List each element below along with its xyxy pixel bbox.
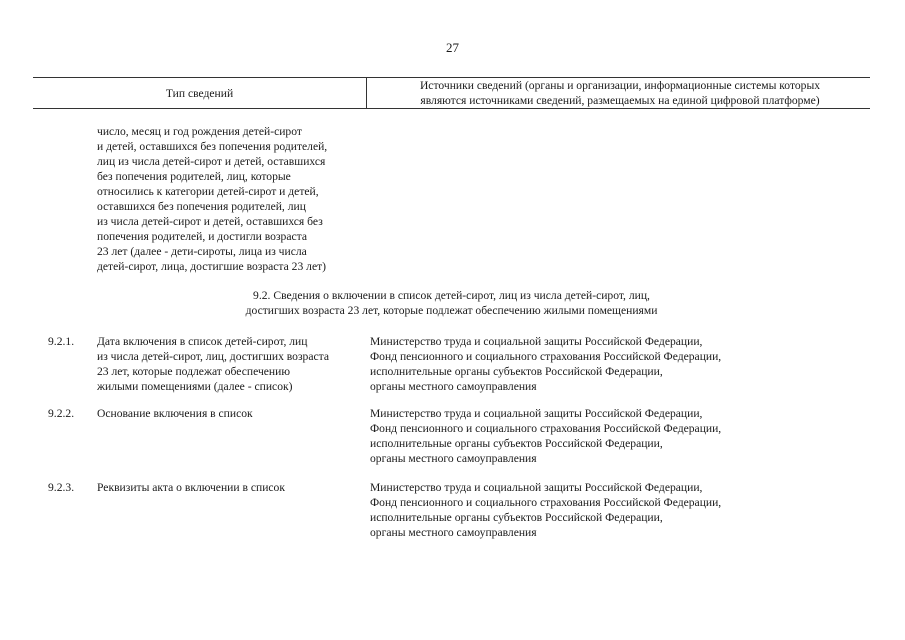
continuation-line: из числа детей-сирот и детей, оставшихся без [97,215,323,228]
header-col-sources [370,78,870,108]
table-header-bottom-rule [33,108,870,109]
row-sources [370,480,865,540]
header-col-sources-line: Источники сведений (органы и организации, информационные системы которых [419,79,821,92]
row-number: 9.2.3. [48,481,75,494]
row-type-line: жилыми помещениями (далее - список) [97,380,293,393]
header-col-sources-line: являются источниками сведений, размещаемых на единой цифровой платформе) [420,94,820,107]
row-type-line: Основание включения в список [97,407,253,420]
continuation-line: относились к категории детей-сирот и детей, [97,185,319,198]
row-type-line: Дата включения в список детей-сирот, лиц [97,335,308,348]
row-source-line: органы местного самоуправления [370,452,537,465]
row-source-line: Фонд пенсионного и социального страхования Российской Федерации, [370,496,722,509]
row-type [97,406,367,421]
row-number: 9.2.1. [48,335,75,348]
row-type-line: Реквизиты акта о включении в список [97,481,285,494]
continuation-line: и детей, оставшихся без попечения родителей, [97,140,328,153]
continuation-line: 23 лет (далее - дети-сироты, лица из числа [97,245,307,258]
continuation-line: оставшихся без попечения родителей, лиц [97,200,306,213]
section-heading-line: 9.2. Сведения о включении в список детей-сирот, лиц из числа детей-сирот, лиц, [253,289,650,302]
section-heading-line: достигших возраста 23 лет, которые подлежат обеспечению жилыми помещениями [245,304,658,317]
row-source-line: исполнительные органы субъектов Российской Федерации, [370,437,663,450]
row-type [97,334,367,394]
row-source-line: исполнительные органы субъектов Российской Федерации, [370,365,663,378]
row-sources [370,406,865,466]
row-type-line: из числа детей-сирот, лиц, достигших возраста [97,350,329,363]
row-source-line: исполнительные органы субъектов Российской Федерации, [370,511,663,524]
row-number: 9.2.2. [48,407,75,420]
row-source-line: Министерство труда и социальной защиты Российской Федерации, [370,407,703,420]
continuation-line: без попечения родителей, лиц, которые [97,170,291,183]
row-type [97,480,367,495]
row-source-line: органы местного самоуправления [370,380,537,393]
continuation-line: попечения родителей, и достигли возраста [97,230,307,243]
continuation-line: лиц из числа детей-сирот и детей, оставшихся [97,155,326,168]
continuation-line: число, месяц и год рождения детей-сирот [97,125,302,138]
section-heading [33,288,870,318]
header-col-type: Тип сведений [165,87,234,100]
continuation-text [97,124,367,274]
row-source-line: Министерство труда и социальной защиты Российской Федерации, [370,481,703,494]
row-type-line: 23 лет, которые подлежат обеспечению [97,365,290,378]
table-header-column-separator [366,77,367,108]
row-source-line: Министерство труда и социальной защиты Российской Федерации, [370,335,703,348]
continuation-line: детей-сирот, лица, достигшие возраста 23 лет) [97,260,327,273]
page-number: 27 [446,40,459,55]
row-sources [370,334,865,394]
row-source-line: органы местного самоуправления [370,526,537,539]
row-source-line: Фонд пенсионного и социального страхования Российской Федерации, [370,350,722,363]
row-source-line: Фонд пенсионного и социального страхования Российской Федерации, [370,422,722,435]
